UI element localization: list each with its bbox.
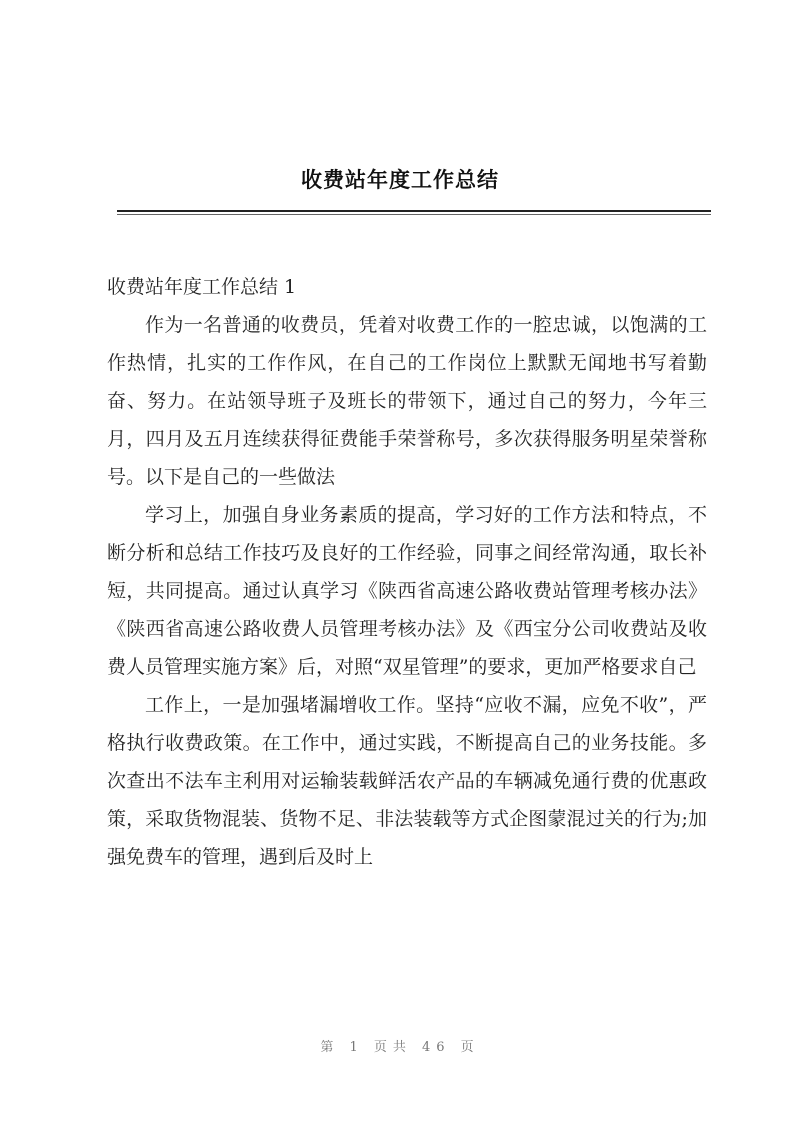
section-heading: 收费站年度工作总结 1	[107, 276, 297, 298]
paragraph-intro: 作为一名普通的收费员，凭着对收费工作的一腔忠诚，以饱满的工作热情，扎实的工作作风，在自己的工作岗位上默默无闻地书写着勤奋、努力。在站领导班子及班长的带领下，通过自己的努力，今年三月，四月及五月连续获得征费能手荣誉称号，多次获得服务明星荣誉称号。以下是自己的一些做法	[107, 314, 707, 488]
page-footer: 第 1 页共 46 页	[320, 1040, 480, 1055]
paragraph-work: 工作上，一是加强堵漏增收工作。坚持“应收不漏，应免不收”，严格执行收费政策。在工作中，通过实践，不断提高自己的业务技能。多次查出不法车主利用对运输装载鲜活农产品的车辆减免通行费的优惠政策，采取货物混装、货物不足、非法装载等方式企图蒙混过关的行为;加强免费车的管理，遇到后及时上	[107, 694, 707, 868]
title-divider-thin	[117, 214, 711, 215]
document-body	[107, 268, 707, 876]
title-divider	[117, 210, 711, 212]
document-title: 收费站年度工作总结	[301, 167, 499, 192]
paragraph-study: 学习上，加强自身业务素质的提高，学习好的工作方法和特点，不断分析和总结工作技巧及良好的工作经验，同事之间经常沟通，取长补短，共同提高。通过认真学习《陕西省高速公路收费站管理考核办法》《陕西省高速公路收费人员管理考核办法》及《西宝分公司收费站及收费人员管理实施方案》后，对照“双星管理”的要求，更加严格要求自己	[107, 504, 707, 678]
